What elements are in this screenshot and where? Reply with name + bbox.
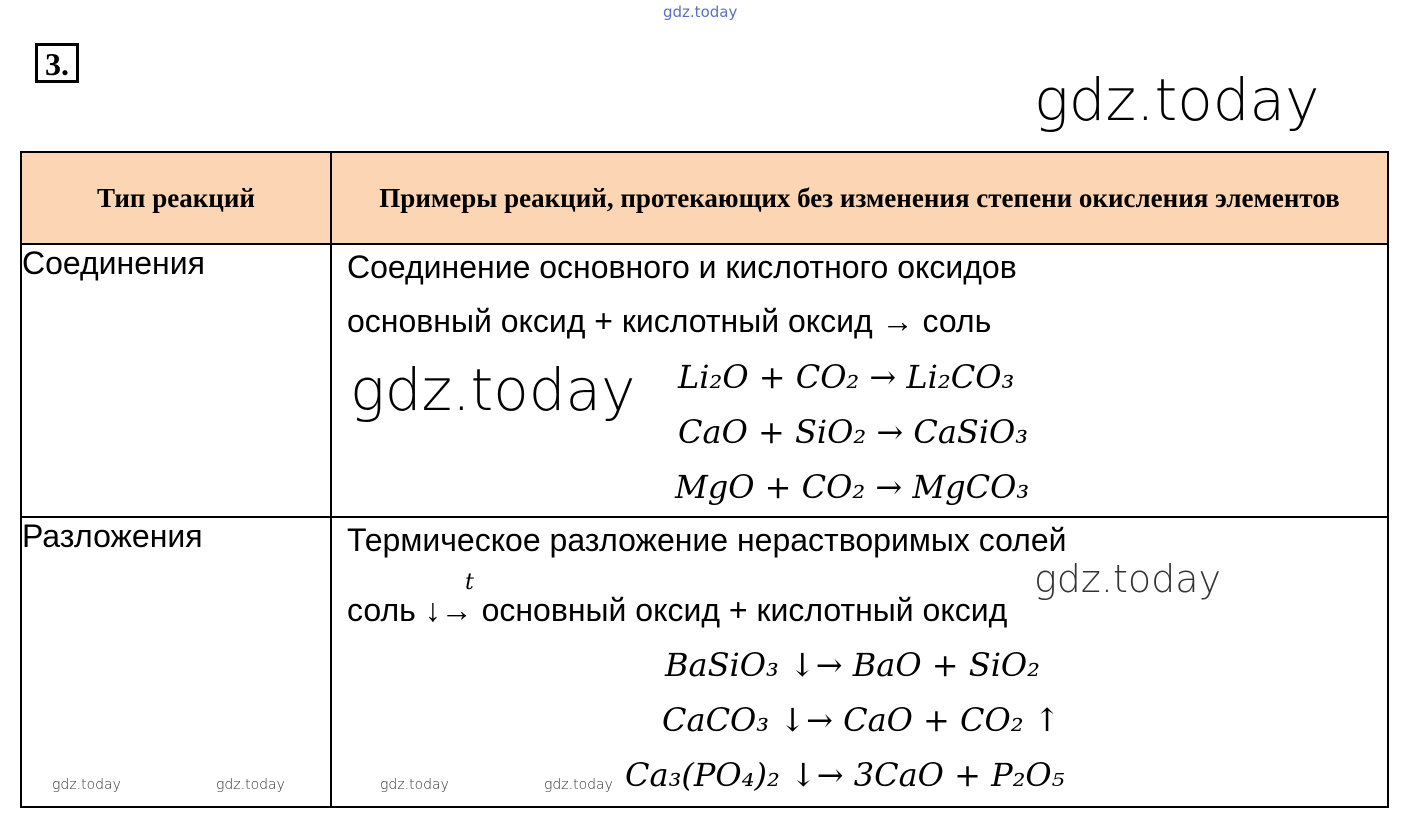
reaction-type-cell: Разложения — [21, 517, 331, 807]
equation: Ca₃(PO₄)₂ ↓→ 3CaO + P₂O₅ — [625, 756, 1065, 794]
reaction-scheme: основный оксид + кислотный оксид → соль — [347, 303, 992, 339]
equation: CaO + SiO₂ → CaSiO₃ — [678, 413, 1029, 451]
watermark-small: gdz.today — [544, 777, 613, 793]
equation: MgO + CO₂ → MgCO₃ — [675, 468, 1030, 506]
heating-condition: t — [465, 570, 474, 595]
equation: CaCO₃ ↓→ CaO + CO₂ ↑ — [662, 701, 1061, 739]
examples-cell — [331, 517, 1388, 807]
reaction-scheme: соль ↓→ основный оксид + кислотный оксид — [347, 592, 1008, 628]
table-row — [21, 244, 1388, 517]
watermark-top: gdz.today — [663, 3, 738, 21]
watermark-large: gdz.today — [350, 356, 636, 424]
watermark-small: gdz.today — [216, 777, 285, 793]
equation: Li₂O + CO₂ → Li₂CO₃ — [678, 358, 1015, 396]
watermark-small: gdz.today — [52, 777, 121, 793]
example-title: Соединение основного и кислотного оксидов — [347, 249, 1017, 285]
watermark-small: gdz.today — [380, 777, 449, 793]
example-title: Термическое разложение нерастворимых солей — [347, 522, 1067, 558]
watermark-large: gdz.today — [1034, 66, 1320, 134]
reaction-type-cell: Соединения — [21, 244, 331, 517]
header-reaction-type: Тип реакций — [21, 152, 331, 244]
reactions-table — [20, 151, 1389, 808]
header-examples: Примеры реакций, протекающих без изменения степени окисления элементов — [331, 152, 1388, 244]
watermark-medium: gdz.today — [1034, 557, 1221, 601]
table-header-row — [21, 152, 1388, 244]
task-number: 3. — [35, 43, 79, 83]
equation: BaSiO₃ ↓→ BaO + SiO₂ — [665, 646, 1040, 684]
